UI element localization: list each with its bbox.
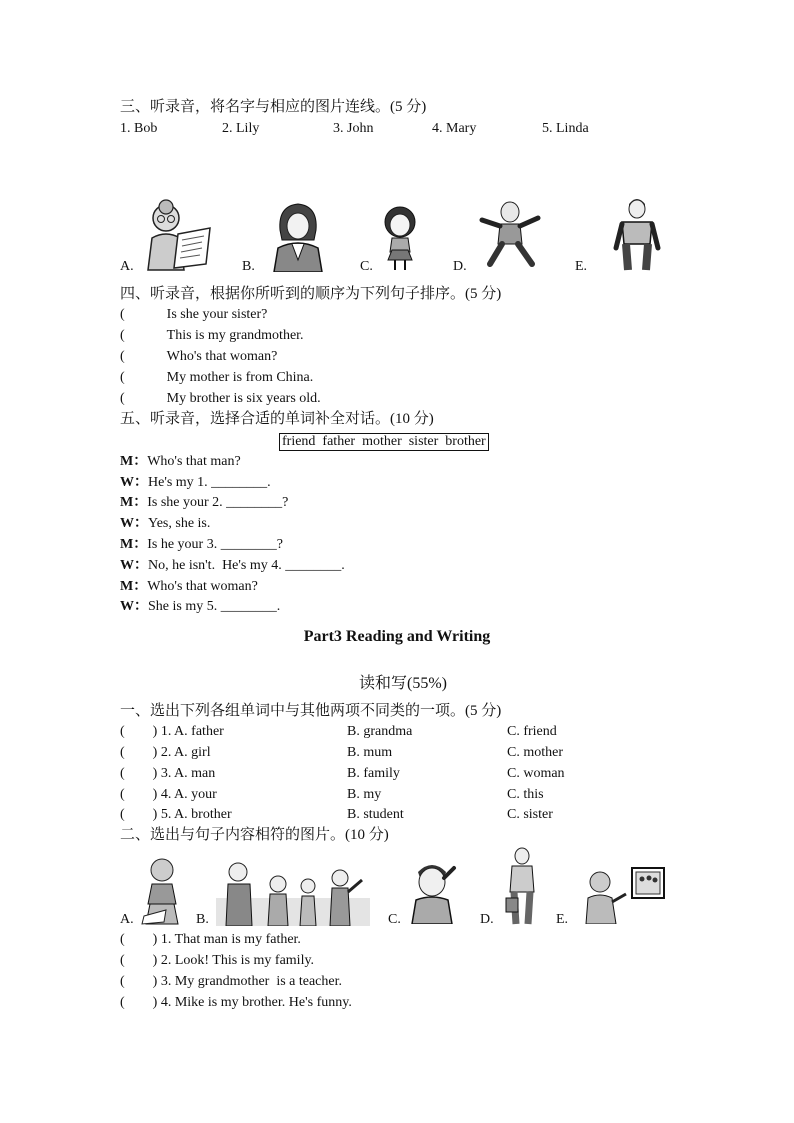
choice-row: ( ) 2. A. girl	[120, 745, 211, 760]
match-item: ( ) 2. Look! This is my family.	[120, 953, 315, 968]
pic-label-e: E.	[556, 912, 569, 927]
woman-pointing-photo-icon	[582, 866, 666, 924]
boy-thinking-icon	[404, 858, 462, 924]
order-item: ( Is she your sister?	[120, 307, 268, 322]
pic-label-c: C.	[360, 259, 373, 274]
dialog-line: M：Who's that man?	[120, 454, 241, 469]
pic-label-a: A.	[120, 912, 134, 927]
choice-row: ( ) 4. A. your	[120, 787, 217, 802]
man-standing-icon	[612, 194, 662, 272]
name-linda: 5. Linda	[542, 121, 589, 136]
order-item: ( Who's that woman?	[120, 349, 278, 364]
order-item: ( This is my grandmother.	[120, 328, 304, 343]
choice-row: ( ) 3. A. man	[120, 766, 216, 781]
dialog-line: M：Is he your 3. ________?	[120, 537, 283, 552]
choice-c: C. sister	[507, 807, 553, 822]
order-item: ( My mother is from China.	[120, 370, 314, 385]
name-lily: 2. Lily	[222, 121, 260, 136]
match-item: ( ) 4. Mike is my brother. He's funny.	[120, 995, 352, 1010]
family-group-icon	[216, 858, 370, 926]
choice-b: B. grandma	[347, 724, 413, 739]
name-john: 3. John	[333, 121, 374, 136]
choice-c: C. woman	[507, 766, 565, 781]
rw1-title: 一、选出下列各组单词中与其他两项不同类的一项。(5 分)	[120, 703, 502, 719]
match-item: ( ) 1. That man is my father.	[120, 932, 301, 947]
dialog-line: W：Yes, she is.	[120, 516, 211, 531]
choice-c: C. mother	[507, 745, 563, 760]
man-with-bag-icon	[502, 846, 544, 926]
choice-row: ( ) 5. A. brother	[120, 807, 232, 822]
name-mary: 4. Mary	[432, 121, 477, 136]
pic-label-c: C.	[388, 912, 401, 927]
dialog-line: M：Who's that woman?	[120, 579, 258, 594]
pic-label-a: A.	[120, 259, 134, 274]
pic-label-b: B.	[242, 259, 255, 274]
section4-title: 四、听录音，根据你所听到的顺序为下列句子排序。(5 分)	[120, 286, 502, 302]
old-man-kungfu-icon	[476, 198, 544, 268]
choice-row: ( ) 1. A. father	[120, 724, 224, 739]
order-item: ( My brother is six years old.	[120, 391, 321, 406]
dialog-line: M：Is she your 2. ________?	[120, 495, 289, 510]
match-item: ( ) 3. My grandmother is a teacher.	[120, 974, 342, 989]
section5-title: 五、听录音，选择合适的单词补全对话。(10 分)	[120, 411, 434, 427]
woman-portrait-icon	[270, 200, 326, 272]
choice-b: B. my	[347, 787, 382, 802]
choice-b: B. student	[347, 807, 404, 822]
choice-b: B. mum	[347, 745, 393, 760]
name-bob: 1. Bob	[120, 121, 158, 136]
pic-label-d: D.	[453, 259, 467, 274]
part3-title: Part3 Reading and Writing	[303, 628, 491, 645]
grandma-reading-icon	[140, 198, 214, 272]
grandma-teacher-icon	[140, 856, 186, 926]
pic-label-e: E.	[575, 259, 588, 274]
pic-label-b: B.	[196, 912, 209, 927]
choice-c: C. this	[507, 787, 544, 802]
choice-c: C. friend	[507, 724, 557, 739]
dialog-line: W：No, he isn't. He's my 4. ________.	[120, 558, 345, 573]
section3-title: 三、听录音，将名字与相应的图片连线。(5 分)	[120, 99, 427, 115]
choice-b: B. family	[347, 766, 400, 781]
dialog-line: W：He's my 1. ________.	[120, 475, 271, 490]
rw2-title: 二、选出与句子内容相符的图片。(10 分)	[120, 827, 389, 843]
dialog-line: W：She is my 5. ________.	[120, 599, 281, 614]
word-bank: friend father mother sister brother	[279, 433, 489, 451]
girl-icon	[378, 202, 422, 272]
pic-label-d: D.	[480, 912, 494, 927]
part3-subtitle: 读和写(55%)	[359, 675, 447, 692]
